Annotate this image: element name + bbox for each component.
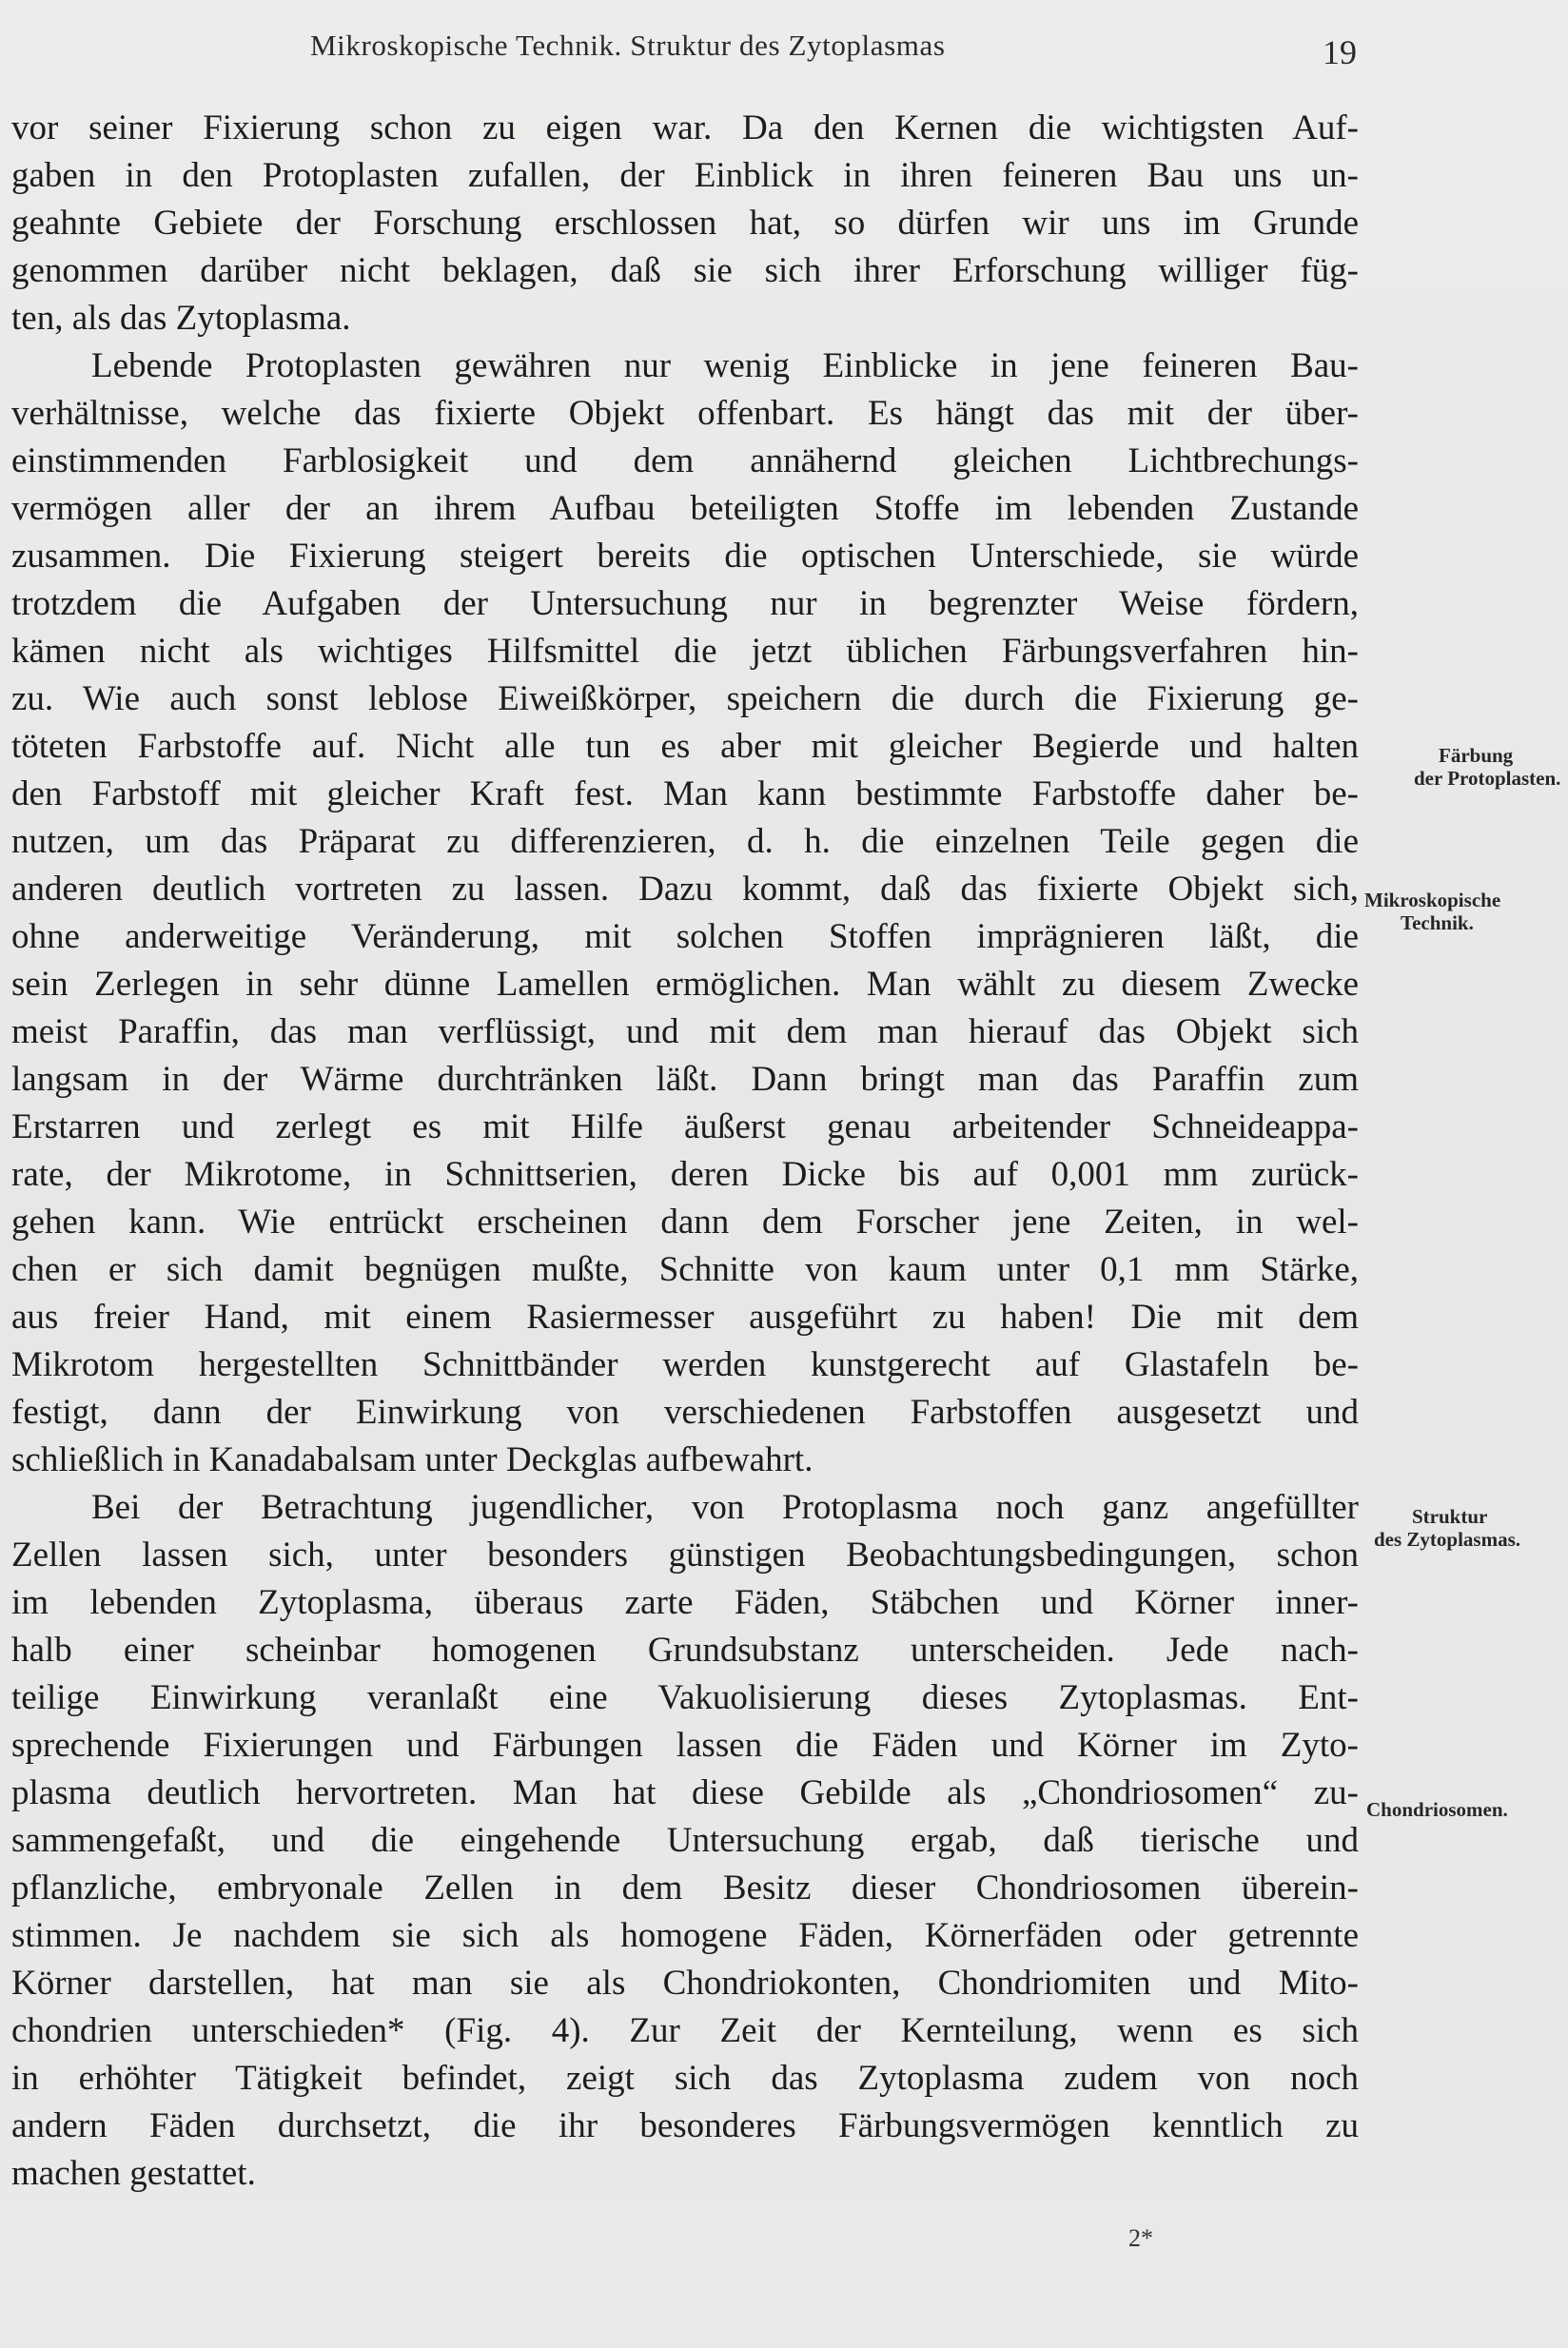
text-line: ten, als das Zytoplasma.: [11, 299, 351, 338]
text-line: genommen darüber nicht beklagen, daß sie sich ihrer Erforschung williger füg-: [11, 251, 1359, 290]
text-line: chen er sich damit begnügen mußte, Schnitte von kaum unter 0,1 mm Stärke,: [11, 1250, 1359, 1289]
margin-note-line: Technik.: [1401, 911, 1474, 934]
page-number: 19: [1323, 33, 1357, 71]
text-line: sprechende Fixierungen und Färbungen lassen die Fäden und Körner im Zyto-: [11, 1726, 1359, 1765]
text-line: meist Paraffin, das man verflüssigt, und mit dem man hierauf das Objekt sich: [11, 1012, 1359, 1051]
margin-note-line: Mikroskopische: [1364, 889, 1501, 911]
text-line: gaben in den Protoplasten zufallen, der Einblick in ihren feineren Bau uns un-: [11, 156, 1359, 195]
text-line: anderen deutlich vortreten zu lassen. Dazu kommt, daß das fixierte Objekt sich,: [11, 870, 1359, 909]
margin-note-chondriosomen: [1366, 1798, 1508, 1821]
text-line: andern Fäden durchsetzt, die ihr besonderes Färbungsvermögen kenntlich zu: [11, 2106, 1359, 2145]
text-line: stimmen. Je nachdem sie sich als homogene Fäden, Körnerfäden oder getrennte: [11, 1916, 1359, 1955]
text-line: schließlich in Kanadabalsam unter Deckglas aufbewahrt.: [11, 1440, 813, 1479]
text-line: halb einer scheinbar homogenen Grundsubstanz unterscheiden. Jede nach-: [11, 1631, 1359, 1670]
text-line: chondrien unterschieden* (Fig. 4). Zur Zeit der Kernteilung, wenn es sich: [11, 2011, 1359, 2050]
text-line: Zellen lassen sich, unter besonders günstigen Beobachtungsbedingungen, schon: [11, 1536, 1359, 1575]
text-line: zusammen. Die Fixierung steigert bereits die optischen Unterschiede, sie würde: [11, 537, 1359, 576]
text-line: Erstarren und zerlegt es mit Hilfe äußerst genau arbeitender Schneideappa-: [11, 1107, 1359, 1146]
text-line: ohne anderweitige Veränderung, mit solchen Stoffen imprägnieren läßt, die: [11, 917, 1359, 956]
text-line: vermögen aller der an ihrem Aufbau beteiligten Stoffe im lebenden Zustande: [11, 489, 1359, 528]
margin-note-struktur-des-zytoplasmas: [1374, 1505, 1520, 1551]
text-line: rate, der Mikrotome, in Schnittserien, deren Dicke bis auf 0,001 mm zurück-: [11, 1155, 1359, 1194]
text-line: festigt, dann der Einwirkung von verschiedenen Farbstoffen ausgesetzt und: [11, 1393, 1359, 1432]
text-line: töteten Farbstoffe auf. Nicht alle tun es aber mit gleicher Begierde und halten: [11, 727, 1359, 766]
signature-mark: 2*: [1128, 2224, 1153, 2252]
text-line: kämen nicht als wichtiges Hilfsmittel die jetzt üblichen Färbungsverfahren hin-: [11, 632, 1359, 671]
text-line: sein Zerlegen in sehr dünne Lamellen ermöglichen. Man wählt zu diesem Zwecke: [11, 965, 1359, 1004]
text-line: im lebenden Zytoplasma, überaus zarte Fäden, Stäbchen und Körner inner-: [11, 1583, 1359, 1622]
text-line: Körner darstellen, hat man sie als Chondriokonten, Chondriomiten und Mito-: [11, 1964, 1359, 2003]
text-line: Mikrotom hergestellten Schnittbänder werden kunstgerecht auf Glastafeln be-: [11, 1345, 1359, 1384]
margin-note-line: des Zytoplasmas.: [1374, 1528, 1521, 1551]
text-line: den Farbstoff mit gleicher Kraft fest. Man kann bestimmte Farbstoffe daher be-: [11, 774, 1359, 813]
text-line: sammengefaßt, und die eingehende Untersuchung ergab, daß tierische und: [11, 1821, 1359, 1860]
margin-note-faerbung: [1414, 744, 1560, 790]
margin-note-line: Struktur: [1412, 1505, 1488, 1528]
text-line: in erhöhter Tätigkeit befindet, zeigt sich das Zytoplasma zudem von noch: [11, 2059, 1359, 2098]
margin-note-mikroskopische-technik: [1364, 889, 1500, 934]
paragraph-start-line: Bei der Betrachtung jugendlicher, von Protoplasma noch ganz angefüllter: [91, 1488, 1359, 1527]
text-line: einstimmenden Farblosigkeit und dem annähernd gleichen Lichtbrechungs-: [11, 441, 1359, 480]
text-line: aus freier Hand, mit einem Rasiermesser ausgeführt zu haben! Die mit dem: [11, 1298, 1359, 1337]
text-line: nutzen, um das Präparat zu differenzieren, d. h. die einzelnen Teile gegen die: [11, 822, 1359, 861]
text-line: verhältnisse, welche das fixierte Objekt offenbart. Es hängt das mit der über-: [11, 394, 1359, 433]
text-line: langsam in der Wärme durchtränken läßt. Dann bringt man das Paraffin zum: [11, 1060, 1359, 1099]
text-line: geahnte Gebiete der Forschung erschlossen hat, so dürfen wir uns im Grunde: [11, 204, 1359, 243]
paragraph-start-line: Lebende Protoplasten gewähren nur wenig Einblicke in jene feineren Bau-: [91, 346, 1359, 385]
text-line: gehen kann. Wie entrückt erscheinen dann dem Forscher jene Zeiten, in wel-: [11, 1203, 1359, 1242]
text-line: pflanzliche, embryonale Zellen in dem Besitz dieser Chondriosomen überein-: [11, 1869, 1359, 1908]
text-line: trotzdem die Aufgaben der Untersuchung nur in begrenzter Weise fördern,: [11, 584, 1359, 623]
text-line: plasma deutlich hervortreten. Man hat diese Gebilde als „Chondriosomen“ zu-: [11, 1773, 1359, 1812]
text-line: zu. Wie auch sonst leblose Eiweißkörper, speichern die durch die Fixierung ge-: [11, 679, 1359, 718]
text-line: vor seiner Fixierung schon zu eigen war. Da den Kernen die wichtigsten Auf-: [11, 108, 1359, 147]
text-line: machen gestattet.: [11, 2154, 256, 2193]
margin-note-line: der Protoplasten.: [1414, 767, 1561, 790]
margin-note-line: Chondriosomen.: [1366, 1798, 1508, 1821]
text-line: teilige Einwirkung veranlaßt eine Vakuolisierung dieses Zytoplasmas. Ent-: [11, 1678, 1359, 1717]
margin-note-line: Färbung: [1439, 744, 1514, 767]
running-header-title: Mikroskopische Technik. Struktur des Zytoplasmas: [310, 29, 946, 62]
body-text: [11, 105, 1359, 2198]
